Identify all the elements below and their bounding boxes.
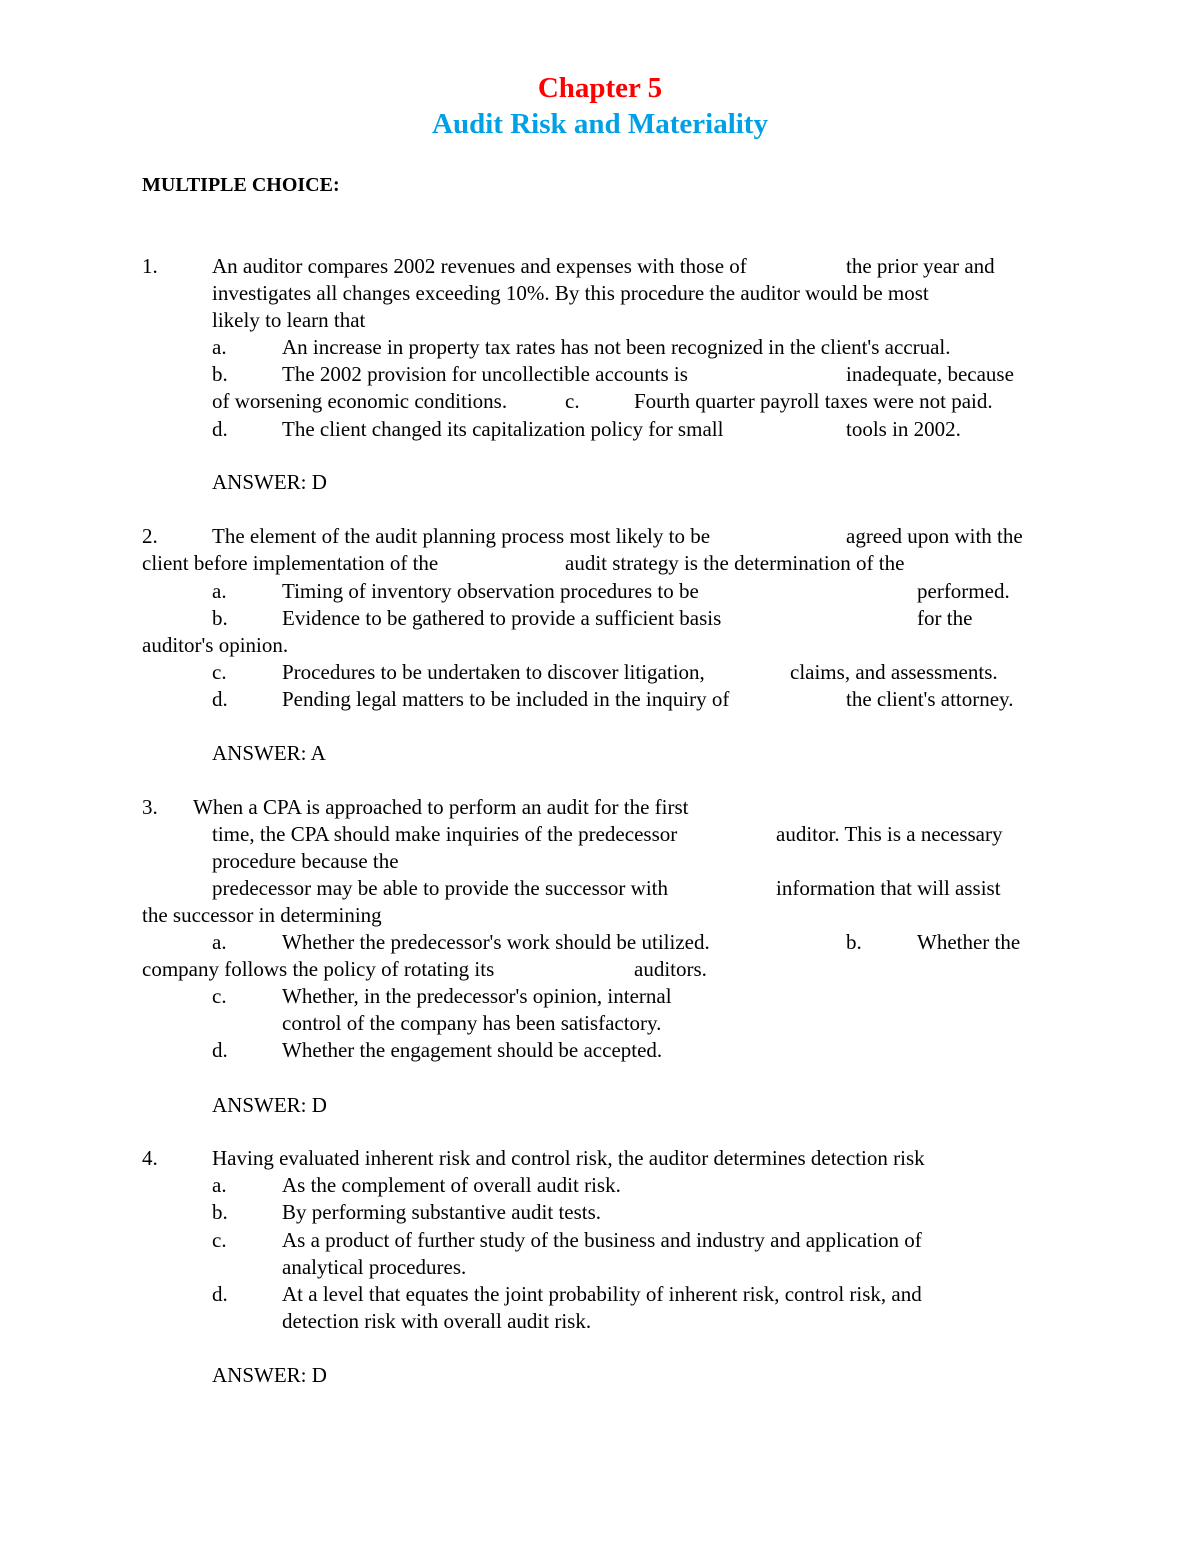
option-text: Whether the [917,930,1021,954]
question-text: time, the CPA should make inquiries of the predecessor [212,822,678,846]
option-text: Whether the engagement should be accepted. [282,1038,663,1062]
option-text: detection risk with overall audit risk. [282,1309,592,1333]
option-text: analytical procedures. [282,1255,467,1279]
option-letter: d. [212,687,228,711]
question-text: The element of the audit planning process most likely to be [212,524,711,548]
question-text: the successor in determining [142,903,382,927]
option-text: As a product of further study of the business and industry and application of [282,1228,922,1252]
option-text: control of the company has been satisfactory. [282,1011,662,1035]
option-text: As the complement of overall audit risk. [282,1173,621,1197]
option-text: of worsening economic conditions. [212,389,508,413]
question-text: Having evaluated inherent risk and control risk, the auditor determines detection risk [212,1146,925,1170]
option-text: Procedures to be undertaken to discover litigation, [282,660,705,684]
question-text: auditor. This is a necessary [776,822,1003,846]
option-text: The 2002 provision for uncollectible accounts is [282,362,688,386]
question-text: audit strategy is the determination of the [565,551,905,575]
option-letter: a. [212,930,227,954]
option-letter: a. [212,1173,227,1197]
option-letter: d. [212,417,228,441]
option-text: inadequate, because [846,362,1014,386]
option-letter: c. [212,660,227,684]
answer-line: ANSWER: D [212,470,327,494]
chapter-subtitle: Audit Risk and Materiality [432,108,768,140]
answer-line: ANSWER: A [212,741,326,765]
question-text: information that will assist [776,876,1001,900]
option-text: company follows the policy of rotating its [142,957,495,981]
question-text: predecessor may be able to provide the successor with [212,876,669,900]
section-heading: MULTIPLE CHOICE: [142,174,340,196]
option-text: tools in 2002. [846,417,961,441]
option-text: Evidence to be gathered to provide a sufficient basis [282,606,722,630]
option-text: Whether the predecessor's work should be utilized. [282,930,710,954]
question-text: the prior year and [846,254,995,278]
option-letter: a. [212,335,227,359]
option-letter: c. [212,1228,227,1252]
option-letter: c. [565,389,580,413]
question-number: 3. [142,795,158,819]
option-text: Whether, in the predecessor's opinion, internal [282,984,672,1008]
question-number: 4. [142,1146,158,1170]
option-text: for the [917,606,973,630]
option-text: The client changed its capitalization policy for small [282,417,724,441]
option-letter: b. [846,930,862,954]
option-text: At a level that equates the joint probability of inherent risk, control risk, and [282,1282,922,1306]
chapter-title: Chapter 5 [537,72,663,104]
question-text: likely to learn that [212,308,366,332]
option-letter: d. [212,1282,228,1306]
question-text: client before implementation of the [142,551,439,575]
option-text: Fourth quarter payroll taxes were not paid. [634,389,993,413]
option-text: Timing of inventory observation procedures to be [282,579,699,603]
option-letter: d. [212,1038,228,1062]
option-letter: b. [212,1200,228,1224]
option-text: auditor's opinion. [142,633,289,657]
option-letter: b. [212,362,228,386]
option-letter: a. [212,579,227,603]
option-text: An increase in property tax rates has not been recognized in the client's accrual. [282,335,951,359]
question-number: 1. [142,254,158,278]
question-text: agreed upon with the [846,524,1023,548]
option-text: By performing substantive audit tests. [282,1200,602,1224]
option-text: performed. [917,579,1010,603]
option-text: auditors. [634,957,707,981]
question-text: investigates all changes exceeding 10%. By this procedure the auditor would be most [212,281,929,305]
question-text: When a CPA is approached to perform an audit for the first [193,795,689,819]
option-letter: c. [212,984,227,1008]
option-text: Pending legal matters to be included in the inquiry of [282,687,730,711]
answer-line: ANSWER: D [212,1093,327,1117]
option-letter: b. [212,606,228,630]
question-number: 2. [142,524,158,548]
question-text: procedure because the [212,849,399,873]
answer-line: ANSWER: D [212,1363,327,1387]
question-text: An auditor compares 2002 revenues and expenses with those of [212,254,747,278]
option-text: the client's attorney. [846,687,1014,711]
option-text: claims, and assessments. [790,660,998,684]
